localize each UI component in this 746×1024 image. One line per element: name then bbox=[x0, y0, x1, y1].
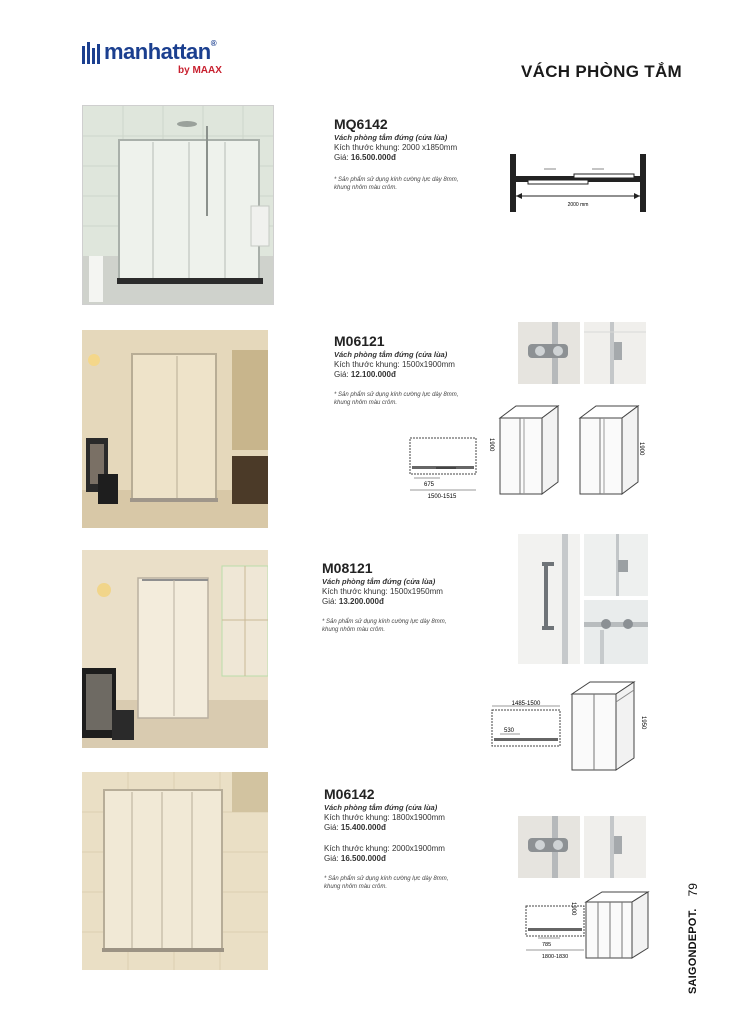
dim-door-label: 785 bbox=[542, 942, 552, 948]
product-code: M06121 bbox=[334, 333, 385, 349]
detail-thumb-m08121-rail bbox=[584, 600, 648, 664]
diagram-plan-m06121 bbox=[400, 432, 482, 502]
product-type: Vách phòng tắm đứng (cửa lùa) bbox=[334, 350, 448, 359]
dim-height-label: 1900 bbox=[488, 438, 494, 452]
detail-thumb-m06121-1 bbox=[518, 322, 580, 384]
product-photo-m06121 bbox=[82, 330, 268, 528]
diagram-iso-m06121-b bbox=[566, 402, 646, 498]
dim-width-label: 1800-1830 bbox=[541, 954, 569, 960]
manhattan-logo-icon bbox=[82, 42, 104, 64]
product-price: Giá: 13.200.000đ bbox=[322, 597, 384, 606]
dim-door-label: 530 bbox=[504, 728, 515, 734]
detail-thumb-m06142-2 bbox=[584, 816, 646, 878]
product-info-mq6142 bbox=[334, 116, 524, 192]
product-price-2: Giá: 16.500.000đ bbox=[324, 854, 386, 863]
product-photo-m06142 bbox=[82, 772, 268, 970]
product-note: * Sản phẩm sử dụng kính cường lực dày 8mm, khung nhôm màu crôm. bbox=[334, 392, 459, 406]
product-code: M06142 bbox=[324, 786, 375, 802]
brand-name: manhattan® bbox=[104, 39, 217, 64]
product-note: * Sản phẩm sử dụng kính cường lực dày 8mm, khung nhôm màu crôm. bbox=[334, 177, 459, 191]
product-size: Kích thước khung: 1500x1950mm bbox=[322, 587, 443, 596]
dim-door-label: 675 bbox=[424, 482, 435, 488]
brand-sub: by MAAX bbox=[178, 65, 222, 76]
detail-thumb-m08121-handle bbox=[518, 534, 580, 664]
dim-width-label: 1500-1515 bbox=[427, 494, 457, 500]
detail-thumb-m06121-2 bbox=[584, 322, 646, 384]
page-footer bbox=[682, 884, 704, 994]
product-size: Kích thước khung: 1800x1900mm bbox=[324, 813, 445, 822]
detail-thumb-m06142-1 bbox=[518, 816, 580, 878]
product-size-2: Kích thước khung: 2000x1900mm bbox=[324, 844, 445, 853]
product-code: MQ6142 bbox=[334, 116, 388, 132]
diagram-mq6142 bbox=[504, 150, 652, 216]
diagram-iso-m08121 bbox=[568, 676, 652, 772]
product-info-m06142 bbox=[324, 786, 514, 891]
dim-width-label: 1485-1500 bbox=[511, 701, 541, 707]
product-type: Vách phòng tắm đứng (cửa lùa) bbox=[322, 577, 436, 586]
dim-height-label-b: 1900 bbox=[638, 442, 644, 456]
brand-logo bbox=[82, 38, 242, 82]
dim-width-label: 2000 mm bbox=[567, 202, 589, 208]
product-photo-mq6142 bbox=[82, 105, 274, 305]
page-number: 79 bbox=[686, 883, 700, 897]
product-info-m08121 bbox=[322, 560, 512, 634]
dim-height-label: 1950 bbox=[640, 716, 646, 730]
product-type: Vách phòng tắm đứng (cửa lùa) bbox=[334, 133, 448, 142]
footer-brand: SAIGONDEPOT. bbox=[687, 908, 699, 994]
dim-height-label: 1900 bbox=[570, 902, 576, 916]
diagram-plan-m08121 bbox=[486, 700, 566, 754]
product-info-m06121 bbox=[334, 333, 524, 407]
product-note: * Sản phẩm sử dụng kính cường lực dày 8mm, khung nhôm màu crôm. bbox=[322, 619, 447, 633]
detail-thumb-m08121-top bbox=[584, 534, 648, 596]
page-title: VÁCH PHÒNG TẮM bbox=[521, 62, 682, 81]
diagram-iso-m06121-a bbox=[486, 402, 566, 498]
product-size: Kích thước khung: 1500x1900mm bbox=[334, 360, 455, 369]
product-note: * Sản phẩm sử dụng kính cường lực dày 8mm, khung nhôm màu crôm. bbox=[324, 876, 449, 890]
product-size: Kích thước khung: 2000 x1850mm bbox=[334, 143, 458, 152]
product-photo-m08121 bbox=[82, 550, 268, 748]
product-price: Giá: 15.400.000đ bbox=[324, 823, 386, 832]
product-price: Giá: 12.100.000đ bbox=[334, 370, 396, 379]
product-type: Vách phòng tắm đứng (cửa lùa) bbox=[324, 803, 438, 812]
diagram-iso-m06142 bbox=[568, 888, 652, 960]
product-price: Giá: 16.500.000đ bbox=[334, 153, 396, 162]
product-code: M08121 bbox=[322, 560, 373, 576]
